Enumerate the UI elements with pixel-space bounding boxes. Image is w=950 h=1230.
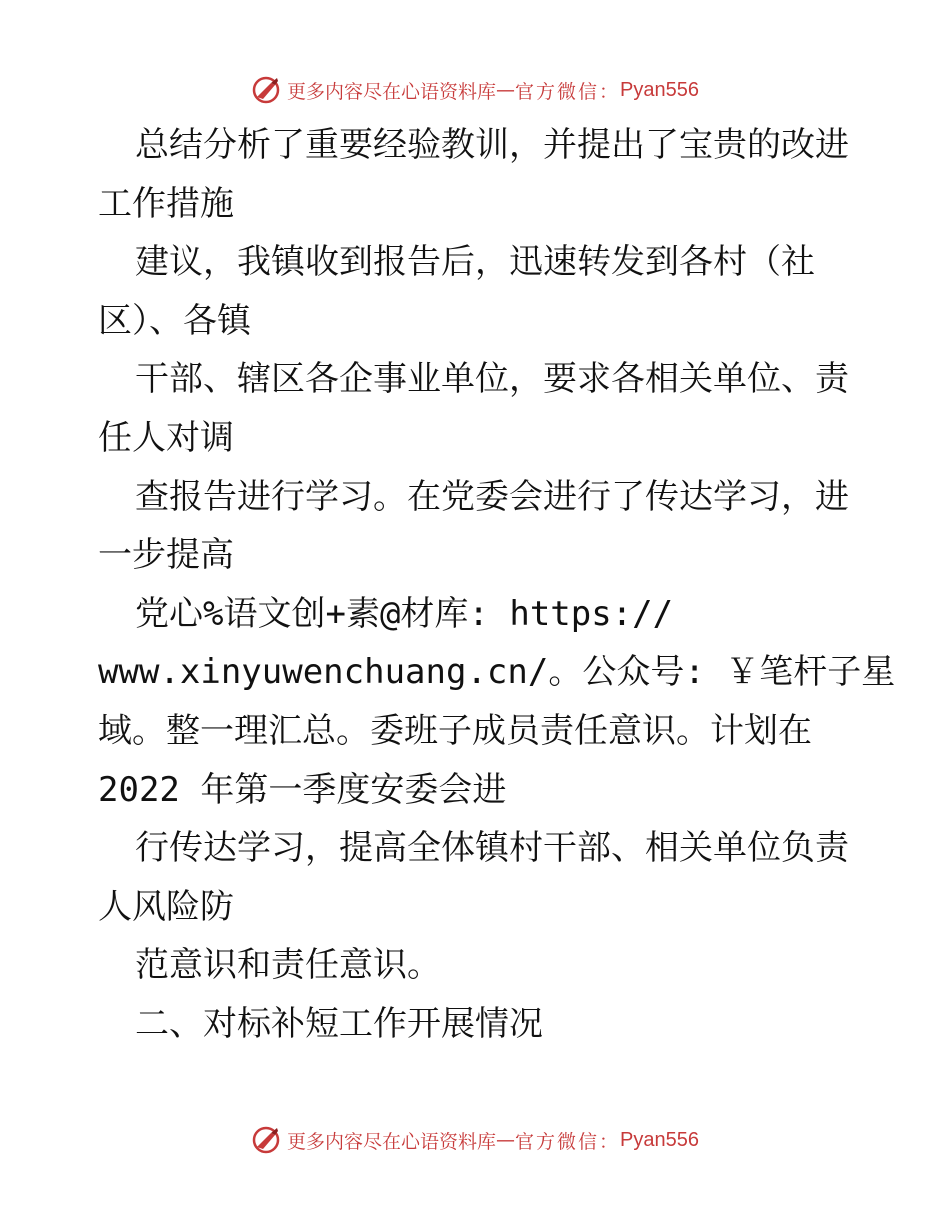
text-line: 任人对调 <box>98 417 234 458</box>
text-line: 人风险防 <box>98 886 234 927</box>
text-line: 查报告进行学习。在党委会进行了传达学习，进 <box>135 476 849 517</box>
banner-separator: — <box>496 1129 516 1151</box>
pen-logo-icon <box>251 1125 281 1155</box>
text-line: 党心%语文创+素@材库: https:// <box>135 593 674 634</box>
pen-logo-icon <box>251 75 281 105</box>
banner-wechat-id: Pyan556 <box>620 78 699 101</box>
text-line: 一步提高 <box>98 535 234 576</box>
banner-wechat-label: 官方微信： <box>515 80 621 103</box>
text-line: 工作措施 <box>98 183 234 224</box>
text-line: 区）、各镇 <box>98 300 251 341</box>
banner-site-text: 更多内容尽在心语资料库 <box>287 1130 497 1153</box>
text-line: 行传达学习，提高全体镇村干部、相关单位负责 <box>135 828 849 869</box>
banner-wechat-id: Pyan556 <box>620 1128 699 1151</box>
banner-site-text: 更多内容尽在心语资料库 <box>287 80 497 103</box>
footer-banner[interactable] <box>0 1120 950 1160</box>
banner-separator: — <box>496 79 516 101</box>
body-text <box>98 116 896 1054</box>
text-line: www.xinyuwenchuang.cn/。公众号: ￥笔杆子星 <box>98 652 896 693</box>
text-line: 总结分析了重要经验教训，并提出了宝贵的改进 <box>135 125 849 165</box>
text-line: 建议，我镇收到报告后，迅速转发到各村（社 <box>135 242 815 283</box>
section-heading: 二、对标补短工作开展情况 <box>135 1003 543 1044</box>
text-line: 域。整一理汇总。委班子成员责任意识。计划在 <box>98 710 812 751</box>
text-line: 2022 年第一季度安委会进 <box>98 769 507 810</box>
header-banner[interactable] <box>0 70 950 110</box>
text-line: 范意识和责任意识。 <box>135 945 441 986</box>
text-line: 干部、辖区各企事业单位，要求各相关单位、责 <box>135 359 849 400</box>
banner-wechat-label: 官方微信： <box>515 1130 621 1153</box>
